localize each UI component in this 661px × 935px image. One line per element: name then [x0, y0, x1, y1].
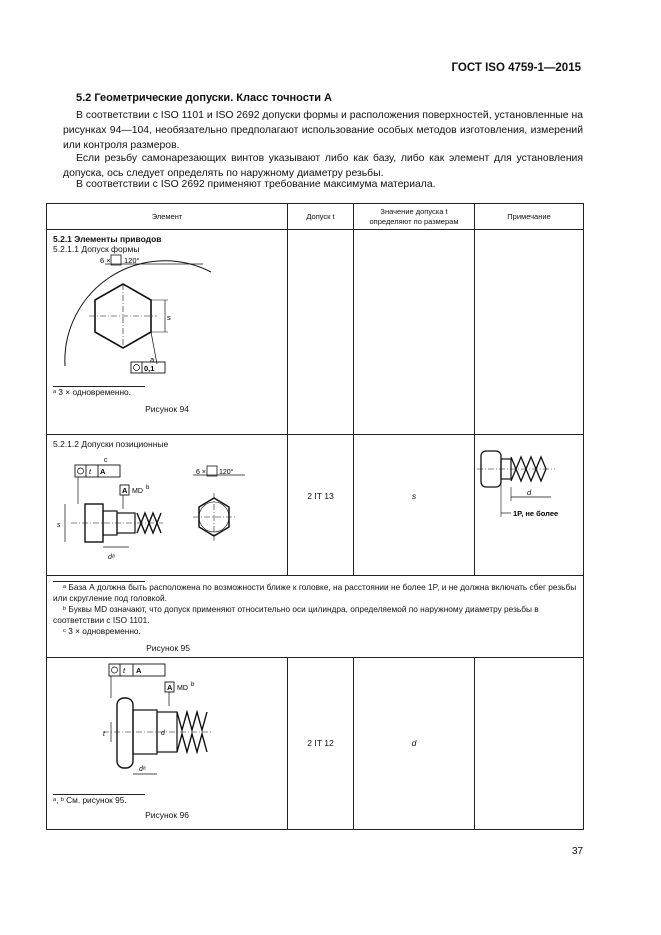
figure-95-note-drawing	[475, 435, 580, 545]
fig94-angle: 120°	[124, 256, 140, 265]
footnote: ᵃ, ᵇ См. рисунок 95.	[53, 795, 127, 805]
note-cell	[475, 658, 584, 830]
note-d: d	[527, 488, 532, 497]
footnote: ᵃ 3 × одновременно.	[53, 387, 131, 397]
document-code: ГОСТ ISO 4759-1—2015	[451, 62, 581, 74]
paragraph-3: В соответствии с ISO 2692 применяют требование максимума материала.	[76, 179, 436, 190]
footnote-b: ᵇ Буквы MD означают, что допуск применяют относительно оси цилиндра, определяемой по наружному диаметру резьбы в соответствии с ISO 1101.	[53, 604, 539, 625]
element-cell	[47, 435, 288, 576]
table-header-row	[47, 204, 584, 230]
table-row	[47, 230, 584, 435]
fig95-count: 6 ×	[196, 469, 206, 476]
fig96-da: dᵃ	[139, 766, 146, 773]
fig94-a-label: a	[150, 355, 155, 364]
footnote-cell	[47, 576, 584, 658]
value-cell: s	[354, 435, 475, 576]
footnote-c: ᶜ 3 × одновременно.	[63, 626, 141, 636]
fig95-angle: 120°	[219, 469, 234, 476]
table-row	[47, 435, 584, 576]
fig95-MD: MD	[132, 488, 143, 495]
fig96-frame-A: A	[136, 666, 142, 675]
footnote-row	[47, 576, 584, 658]
value-cell	[354, 230, 475, 435]
section-title: 5.2 Геометрические допуски. Класс точности А	[76, 92, 332, 104]
fig95-b: b	[146, 485, 150, 491]
note-cell	[475, 435, 584, 576]
header-element: Элемент	[47, 204, 288, 230]
fig94-frame-value: 0,1	[144, 364, 155, 373]
figure-caption: Рисунок 94	[145, 404, 189, 414]
tolerance-cell: 2 IT 12	[288, 658, 354, 830]
value-cell: d	[354, 658, 475, 830]
fig95-frame-A: A	[100, 467, 106, 476]
tolerance-table	[46, 203, 584, 830]
header-note: Примечание	[475, 204, 584, 230]
fig95-c: c	[104, 457, 108, 464]
figure-caption: Рисунок 95	[146, 643, 190, 653]
fig96-MD: MD	[177, 685, 188, 692]
fig95-s: s	[57, 522, 61, 529]
tolerance-cell	[288, 230, 354, 435]
header-value-line2: определяют по размерам	[369, 216, 459, 226]
table-row	[47, 658, 584, 830]
paragraph-1: В соответствии с ISO 1101 и ISO 2692 допуски формы и расположения поверхностей, установленные на рисунках 94—104, необязательно предполагают использование особых методов изготовления, измерений или контроля размеров.	[63, 110, 583, 151]
fig96-datum-A: A	[167, 683, 173, 692]
fig96-b: b	[191, 682, 195, 688]
figure-94-drawing	[53, 254, 253, 382]
figure-95-drawing	[53, 449, 253, 567]
element-cell	[47, 658, 288, 830]
fig94-count: 6 ×	[100, 256, 111, 265]
figure-caption: Рисунок 96	[145, 810, 189, 820]
fig96-d: d	[161, 730, 165, 737]
fig94-s-label: s	[167, 313, 171, 322]
note-cell	[475, 230, 584, 435]
header-value-line1: Значение допуска t	[380, 206, 448, 216]
fig95-t: t	[89, 467, 92, 476]
row-heading: 5.2.1 Элементы приводов	[53, 234, 162, 244]
fig96-t-dim: t	[103, 731, 105, 738]
header-value	[354, 204, 475, 230]
row-subheading: 5.2.1.1 Допуск формы	[53, 244, 140, 254]
element-cell	[47, 230, 288, 435]
paragraph-2: Если резьбу самонарезающих винтов указывают либо как базу, либо как элемент для установления допуска, ось следует определять по наружному диаметру резьбы.	[63, 153, 583, 179]
figure-96-drawing	[53, 662, 253, 790]
fig95-datum-A: A	[122, 486, 128, 495]
fig95-da: dᵃ	[108, 554, 115, 561]
note-1p: 1P, не более	[513, 509, 559, 518]
page-number: 37	[572, 846, 584, 857]
tolerance-cell: 2 IT 13	[288, 435, 354, 576]
row-subheading: 5.2.1.2 Допуски позиционные	[53, 439, 169, 449]
fig96-t: t	[123, 666, 126, 675]
footnote-a: ᵃ База А должна быть расположена по возможности ближе к головке, на расстоянии не более 1P, и не должна включать сбег резьбы или скругление под головкой.	[53, 582, 577, 603]
header-tolerance: Допуск t	[288, 204, 354, 230]
